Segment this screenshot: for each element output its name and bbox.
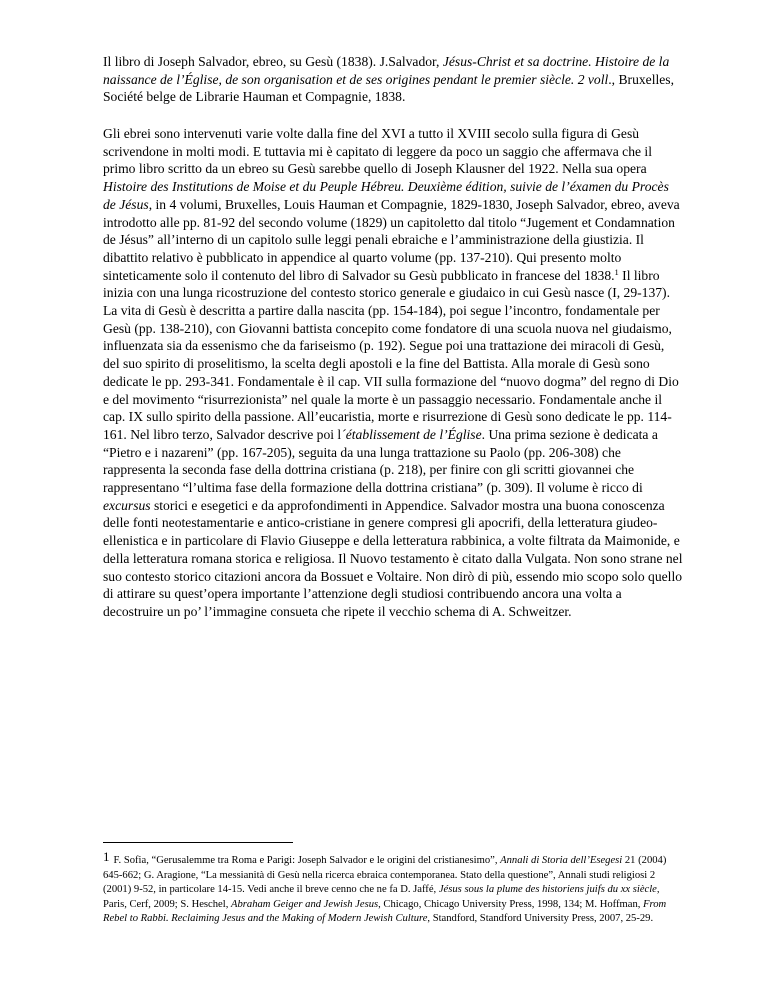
footnote-title-hoffman: From Rebel to Rabbi. Reclaiming Jesus and the Making of Modern Jewish Culture	[103, 898, 667, 925]
footnote-text-5: Paris, Cerf, 2009; S. Heschel,	[103, 898, 231, 910]
main-title-histoire: Histoire des Institutions de Moise et du Peuple Hébreu. Deuxième édition, suivie de l’éxamen du Procès de Jésus	[103, 179, 669, 212]
footnote-title-jaffe: Jésus sous la plume des historiens juifs du xx siècle,	[438, 884, 660, 896]
main-paragraph	[103, 125, 683, 621]
footnote-text-1: F. Sofia,	[113, 855, 152, 866]
intro-publisher: ., Bruxelles, Société belge de Librarie Hauman et Compagnie, 1838.	[103, 71, 674, 105]
footnote-text-3: ,	[494, 855, 501, 866]
footnote	[103, 850, 683, 927]
footnote-journal: Annali di Storia dell’Esegesi	[500, 855, 623, 866]
main-text-5: storici e esegetici e da approfondimenti in Appendice. Salvador mostra una buona conoscenza delle fonti neotestamentarie e antico-cristiane in genere compresi gli apocrifi, della letteratura giudeo-ellenistica e in particolare di Flavio Giuseppe e della letteratura rabbinica, a volte filtrata da Maimonide, e della letteratura romana storica e religiosa. Il Nuovo testamento è citato dalla Vulgata. Non sono strane nel suo contesto storico citazioni ancora da Bossuet e Voltaire. Non dirò di più, essendo mio scopo solo quello di attirare su quest’opera importante l’attenzione degli studiosi contribuendo ancora una volta a decostruire un po’ l’immagine consueta che ripete il vecchio schema di A. Schweitzer.	[103, 497, 683, 619]
main-text-2: , in 4 volumi, Bruxelles, Louis Hauman et Compagnie, 1829-1830, Joseph Salvador, ebreo, aveva introdotto alle pp. 81-92 del secondo volume (1829) un capitoletto dal titolo “Jugement et Condamnation de Jésus” all’interno di un capitolo sulle leggi penali ebraiche e l’amministrazione della giustizia. Il dibattito relativo è pubblicato in appendice al quarto volume (pp. 137-210). Qui presento molto sinteticamente solo il contenuto del libro di Salvador su Gesù pubblicato in francese del 1838.	[103, 196, 680, 283]
footnote-title-heschel: Abraham Geiger and Jewish Jesus	[231, 898, 379, 910]
main-text-1: Gli ebrei sono intervenuti varie volte dalla fine del XVI a tutto il XVIII secolo sulla figura di Gesù scrivendone in molti modi. E tuttavia mi è capitato di leggere da poco un saggio che affermava che il primo libro scritto da un ebreo su Gesù sarebbe quello di Joseph Klausner del 1922. Nella sua opera	[103, 126, 652, 177]
footnote-text-4: 21 (2004) 645-662; G. Aragione, “La messianità di Gesù nella ricerca ebraica contemporanea. Stato della questione”, Annali studi religiosi 2 (2001) 9-52, in particolare 14-15. Vedi anche il breve cenno che ne fa D. Jaffé,	[103, 855, 667, 896]
intro-paragraph	[103, 53, 683, 106]
footnote-text-6: , Chicago, Chicago University Press, 1998, 134; M. Hoffman,	[378, 898, 644, 910]
intro-book-title: Jésus-Christ et sa doctrine. Histoire de la naissance de l’Église, de son organisation et de ses origines pendant le premier siècle. 2 voll	[103, 54, 670, 87]
main-text-4: . Una prima sezione è dedicata a “Pietro e i nazareni” (pp. 167-205), seguita da una lunga trattazione su Paolo (pp. 206-308) che rappresenta la seconda fase della dottrina cristiana (p. 218), per finire con gli scritti giovannei che rappresentano “l’ultima fase della formazione della dottrina cristiana” (p. 309). Il volume è ricco di	[103, 426, 658, 496]
footnote-reference[interactable]: 1	[614, 266, 619, 277]
footnote-mark: 1	[103, 849, 110, 864]
footnote-text-7: , Standford, Standford University Press, 2007, 25-29.	[427, 913, 654, 925]
intro-text: Il libro di Joseph Salvador, ebreo, su Gesù (1838). J.Salvador,	[103, 54, 443, 69]
main-term-excursus: excursus	[103, 497, 151, 513]
footnote-text-2: “Gerusalemme tra Roma e Parigi: Joseph Salvador e le origini del cristianesimo”	[151, 855, 495, 866]
main-title-etablissement: ´établissement de l’Église	[341, 426, 482, 442]
main-text-3: Il libro inizia con una lunga ricostruzione del contesto storico generale e giudaico in cui Gesù nasce (I, 29-137). La vita di Gesù è descritta a partire dalla nascita (pp. 154-184), poi segue l’incontro, fondamentale per Gesù (pp. 138-210), con Giovanni battista concepito come fondatore di una scuola nuova nel giudaismo, influenzata sia da essenismo che da fariseismo (p. 192). Segue poi una trattazione dei miracoli di Gesù, del suo spirito di proselitismo, la scelta degli apostoli e la fine del Battista. Alla morale di Gesù sono dedicate le pp. 293-341. Fondamentale è il cap. VII sulla formazione del “nuovo dogma” del regno di Dio e del movimento “risurrezionista” nel quale la morte è un passaggio necessario. Fondamentale anche il cap. IX sullo spirito della passione. All’eucaristia, morte e risurrezione di Gesù sono dedicate le pp. 114-161. Nel libro terzo, Salvador descrive poi l	[103, 267, 679, 442]
footnote-separator	[103, 842, 293, 843]
